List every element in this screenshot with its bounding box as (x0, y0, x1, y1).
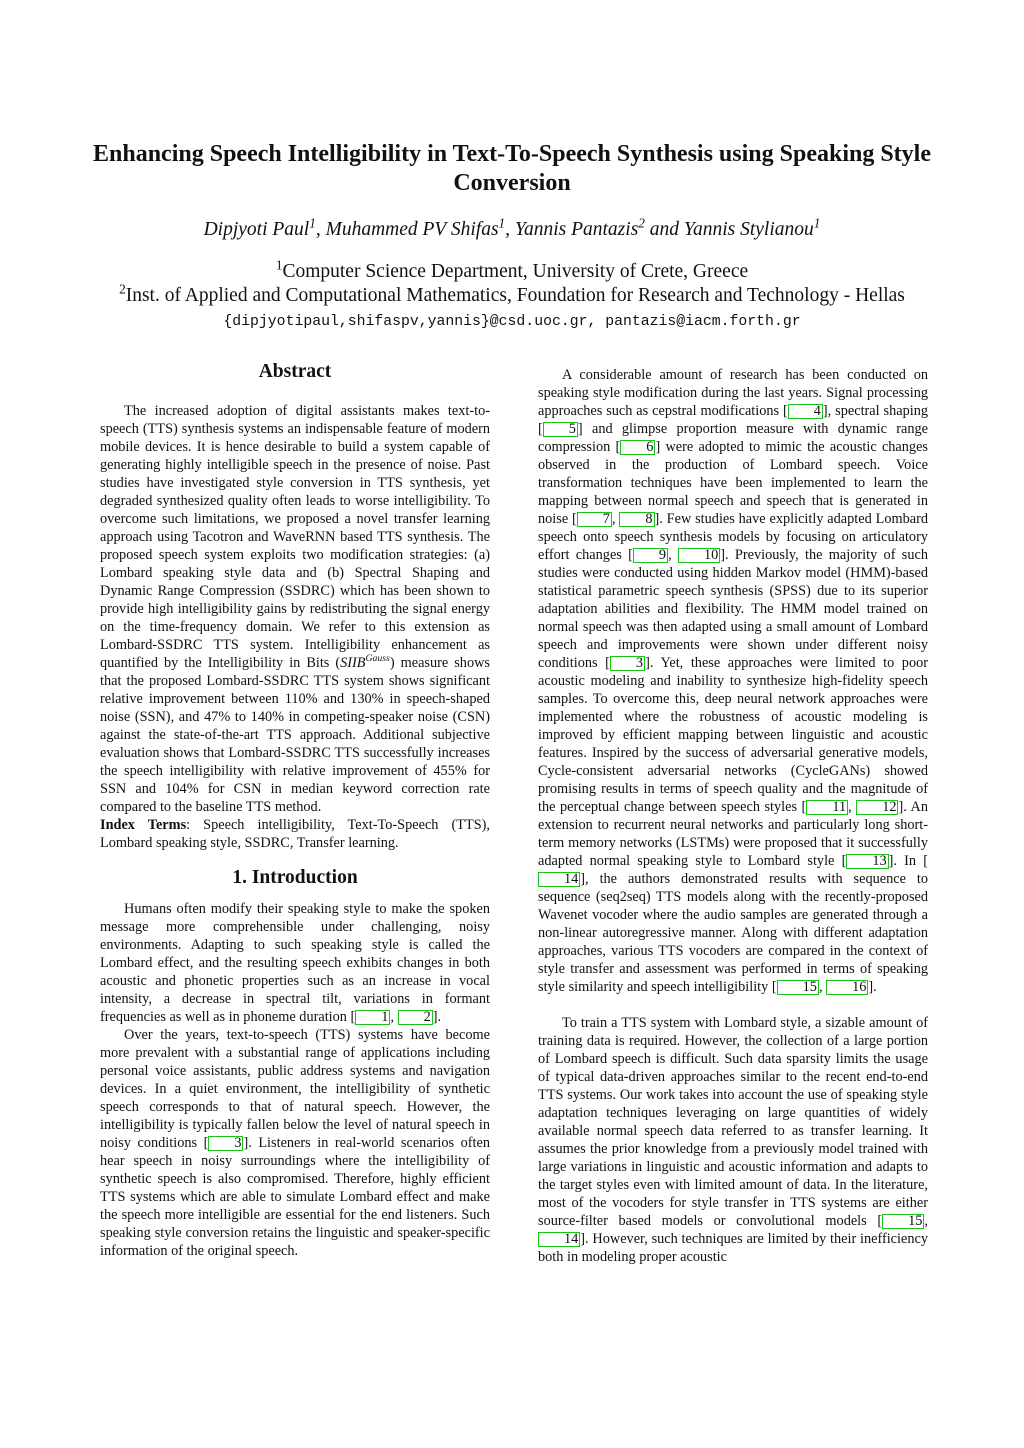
right-column (538, 366, 928, 1266)
author-emails: {dipjyotipaul,shifaspv,yannis}@csd.uoc.gr, pantazis@iacm.forth.gr (223, 314, 801, 330)
author-name: Yannis Stylianou (683, 219, 814, 240)
abstract-paragraph: The increased adoption of digital assistants makes text-to-speech (TTS) synthesis systems an indispensable feature of modern mobile devices. It is hence desirable to build a system capable of generating highly intelligible speech in the presence of noise. Past studies have investigated style conversion in TTS synthesis, yet degraded synthesized quality often leads to worse intelligibility. To overcome such limitations, we proposed a novel transfer learning approach using Tacotron and WaveRNN based TTS synthesis. The proposed speech system exploits two modification strategies: (a) Lombard speaking style data and (b) Spectral Shaping and Dynamic Range Compression (SSDRC) which has been shown to provide high intelligibility gains by redistributing the signal energy on the time-frequency domain. We refer to this extension as Lombard-SSDRC TTS system. Intelligibility enhancement as quantified by the Intelligibility in Bits $(SIIB^{Gauss})$ measure shows that the proposed Lombard-SSDRC TTS system shows significant relative improvement between 110% and 130% in speech-shaped noise (SSN), and 47% to 140% in competing-speaker noise (CSN) against the state-of-the-art TTS approach. Additional subjective evaluation shows that Lombard-SSDRC TTS successfully increases the speech intelligibility with relative improvement of 455% for SSN and 104% for CSN in median keyword correction rate compared to the baseline TTS method. (100, 403, 490, 815)
siib-symbol: $SIIB^{Gauss}$ (340, 653, 390, 671)
abstract-heading: Abstract (258, 361, 332, 382)
citation-link[interactable]: 4 (788, 404, 823, 419)
left-column (100, 360, 490, 1260)
citation-link[interactable]: 5 (543, 422, 578, 437)
index-terms: Index Terms: Speech intelligibility, Text-To-Speech (TTS), Lombard speaking style, SSDRC, Transfer learning. (100, 817, 490, 851)
author-name: Yannis Pantazis (514, 219, 639, 240)
author-name: Muhammed PV Shifas (325, 219, 499, 240)
citation-link[interactable]: 2 (398, 1010, 433, 1025)
citation-link[interactable]: 15 (777, 980, 819, 995)
introduction-heading: 1. Introduction (232, 867, 358, 888)
citation-link[interactable]: 15 (882, 1214, 924, 1229)
citation-link[interactable]: 1 (355, 1010, 390, 1025)
intro-paragraph-1: Humans often modify their speaking style to make the spoken message more comprehensible under challenging, noisy environments. Adapting to such speaking style is called the Lombard effect, and the resulting speech exhibits changes in both acoustic and phonetic properties such as an increase in vocal intensity, a decrease in spectral tilt, variations in formant frequencies as well as in phoneme duration [ 1 , 2 ]. (100, 901, 490, 1025)
author-name: Dipjyoti Paul (203, 219, 310, 240)
intro-paragraph-2: Over the years, text-to-speech (TTS) systems have become more prevalent with a substantial range of applications including personal voice assistants, public address systems and navigation devices. In a quiet environment, the intelligibility of synthetic speech corresponds to that of natural speech. However, the intelligibility is typically fallen below the level of natural speech in noisy conditions [ 3 ]. Listeners in real-world scenarios often hear speech in noisy surroundings where the intelligibility of synthetic speech is also compromised. Therefore, highly efficient TTS systems which are able to simulate Lombard effect and make the speech more intelligible are essential for the end listeners. Such speaking style conversion retains the linguistic and speaker-specific information of the original speech. (100, 1027, 490, 1259)
affiliation-2: $^2$Inst. of Applied and Computational Mathematics, Foundation for Research and Technology - Hellas (119, 281, 905, 306)
citation-link[interactable]: 16 (826, 980, 868, 995)
citation-link[interactable]: 14 (538, 872, 580, 887)
citation-link[interactable]: 6 (620, 440, 655, 455)
author-affiliation-mark: 1 (813, 215, 821, 231)
author-list: Dipjyoti Paul$^1$, Muhammed PV Shifas$^1$, Yannis Pantazis$^2$ and Yannis Stylianou$^1$ (203, 215, 821, 240)
citation-link[interactable]: 9 (633, 548, 668, 563)
body-paragraph-1: A considerable amount of research has been conducted on speaking style modification during the last years. Signal processing approaches such as cepstral modifications [ 4 ], spectral shaping [ 5 ] and glimpse proportion measure with dynamic range compression [ 6 ] were adopted to mimic the acoustic changes observed in the production of Lombard speech. Voice transformation techniques have been implemented to learn the mapping between normal speech and speech that is generated in noise [ 7 , 8 ]. Few studies have explicitly adapted Lombard speech onto speech synthesis models by focusing on articulatory effort changes [ 9 , 10 ]. Previously, the majority of such studies were conducted using hidden Markov model (HMM)-based statistical parametric speech synthesis (SPSS) due to its superior adaptation abilities and flexibility. The HMM model trained on normal speech was then adapted using a small amount of Lombard speech and improvements were shown under different noisy conditions [ 3 ]. Yet, these approaches were limited to poor acoustic modeling and inability to synthesize high-fidelity speech samples. To overcome this, deep neural network approaches were implemented where the robustness of acoustic modeling is improved by efficient mapping between linguistic and acoustic features. Inspired by the success of adversarial generative models, Cycle-consistent adversarial networks (CycleGANs) showed promising results in terms of speech quality and the magnitude of the perceptual change between speech styles [ 11 , 12 ]. An extension to recurrent neural networks and particularly long short-term memory networks (LSTMs) were proposed that it successfully adapted normal speaking style to Lombard style [ 13 ]. In [14 ], the authors demonstrated results with sequence to sequence (seq2seq) TTS models along with the recently-proposed Wavenet vocoder where the audio samples are generated through a non-linear autoregressive manner. Along with different adaptation approaches, various TTS vocoders are compared in the context of style transfer and assessment was performed in terms of speaking style similarity and speech intelligibility [ 15 , 16 ]. (538, 367, 928, 995)
citation-link[interactable]: 3 (610, 656, 645, 671)
citation-link[interactable]: 3 (208, 1136, 243, 1151)
citation-link[interactable]: 10 (678, 548, 720, 563)
paper-title: Enhancing Speech Intelligibility in Text-To-Speech Synthesis using Speaking Style Conversion (93, 141, 931, 196)
index-terms-label: Index Terms (100, 817, 187, 833)
citation-link[interactable]: 13 (846, 854, 888, 869)
author-affiliation-mark: 1 (498, 215, 506, 231)
affiliation-1: $^1$Computer Science Department, University of Crete, Greece (275, 257, 749, 282)
citation-link[interactable]: 12 (856, 800, 898, 815)
paragraph-gap (538, 996, 928, 1014)
citation-link[interactable]: 14 (538, 1232, 580, 1247)
body-paragraph-2: To train a TTS system with Lombard style, a sizable amount of training data is required. However, the collection of a large portion of Lombard speech is difficult. Such data sparsity limits the usage of typical data-driven approaches similar to the recent end-to-end TTS systems. Our work takes into account the use of speaking style adaptation techniques leveraging on large quantities of widely available normal speech data referred to as transfer learning. It assumes the prior knowledge from a previously model trained with large variations in linguistic and acoustic information and adapts to the target styles even with limited amount of data. In the literature, most of the vocoders for style transfer in TTS systems are either source-filter based models or convolutional models [ 15 , 14 ]. However, such techniques are limited by their inefficiency both in modeling proper acoustic (538, 1015, 928, 1265)
citation-link[interactable]: 8 (619, 512, 654, 527)
author-affiliation-mark: 1 (309, 215, 316, 231)
citation-link[interactable]: 7 (577, 512, 612, 527)
citation-link[interactable]: 11 (806, 800, 848, 815)
author-affiliation-mark: 2 (638, 215, 645, 231)
